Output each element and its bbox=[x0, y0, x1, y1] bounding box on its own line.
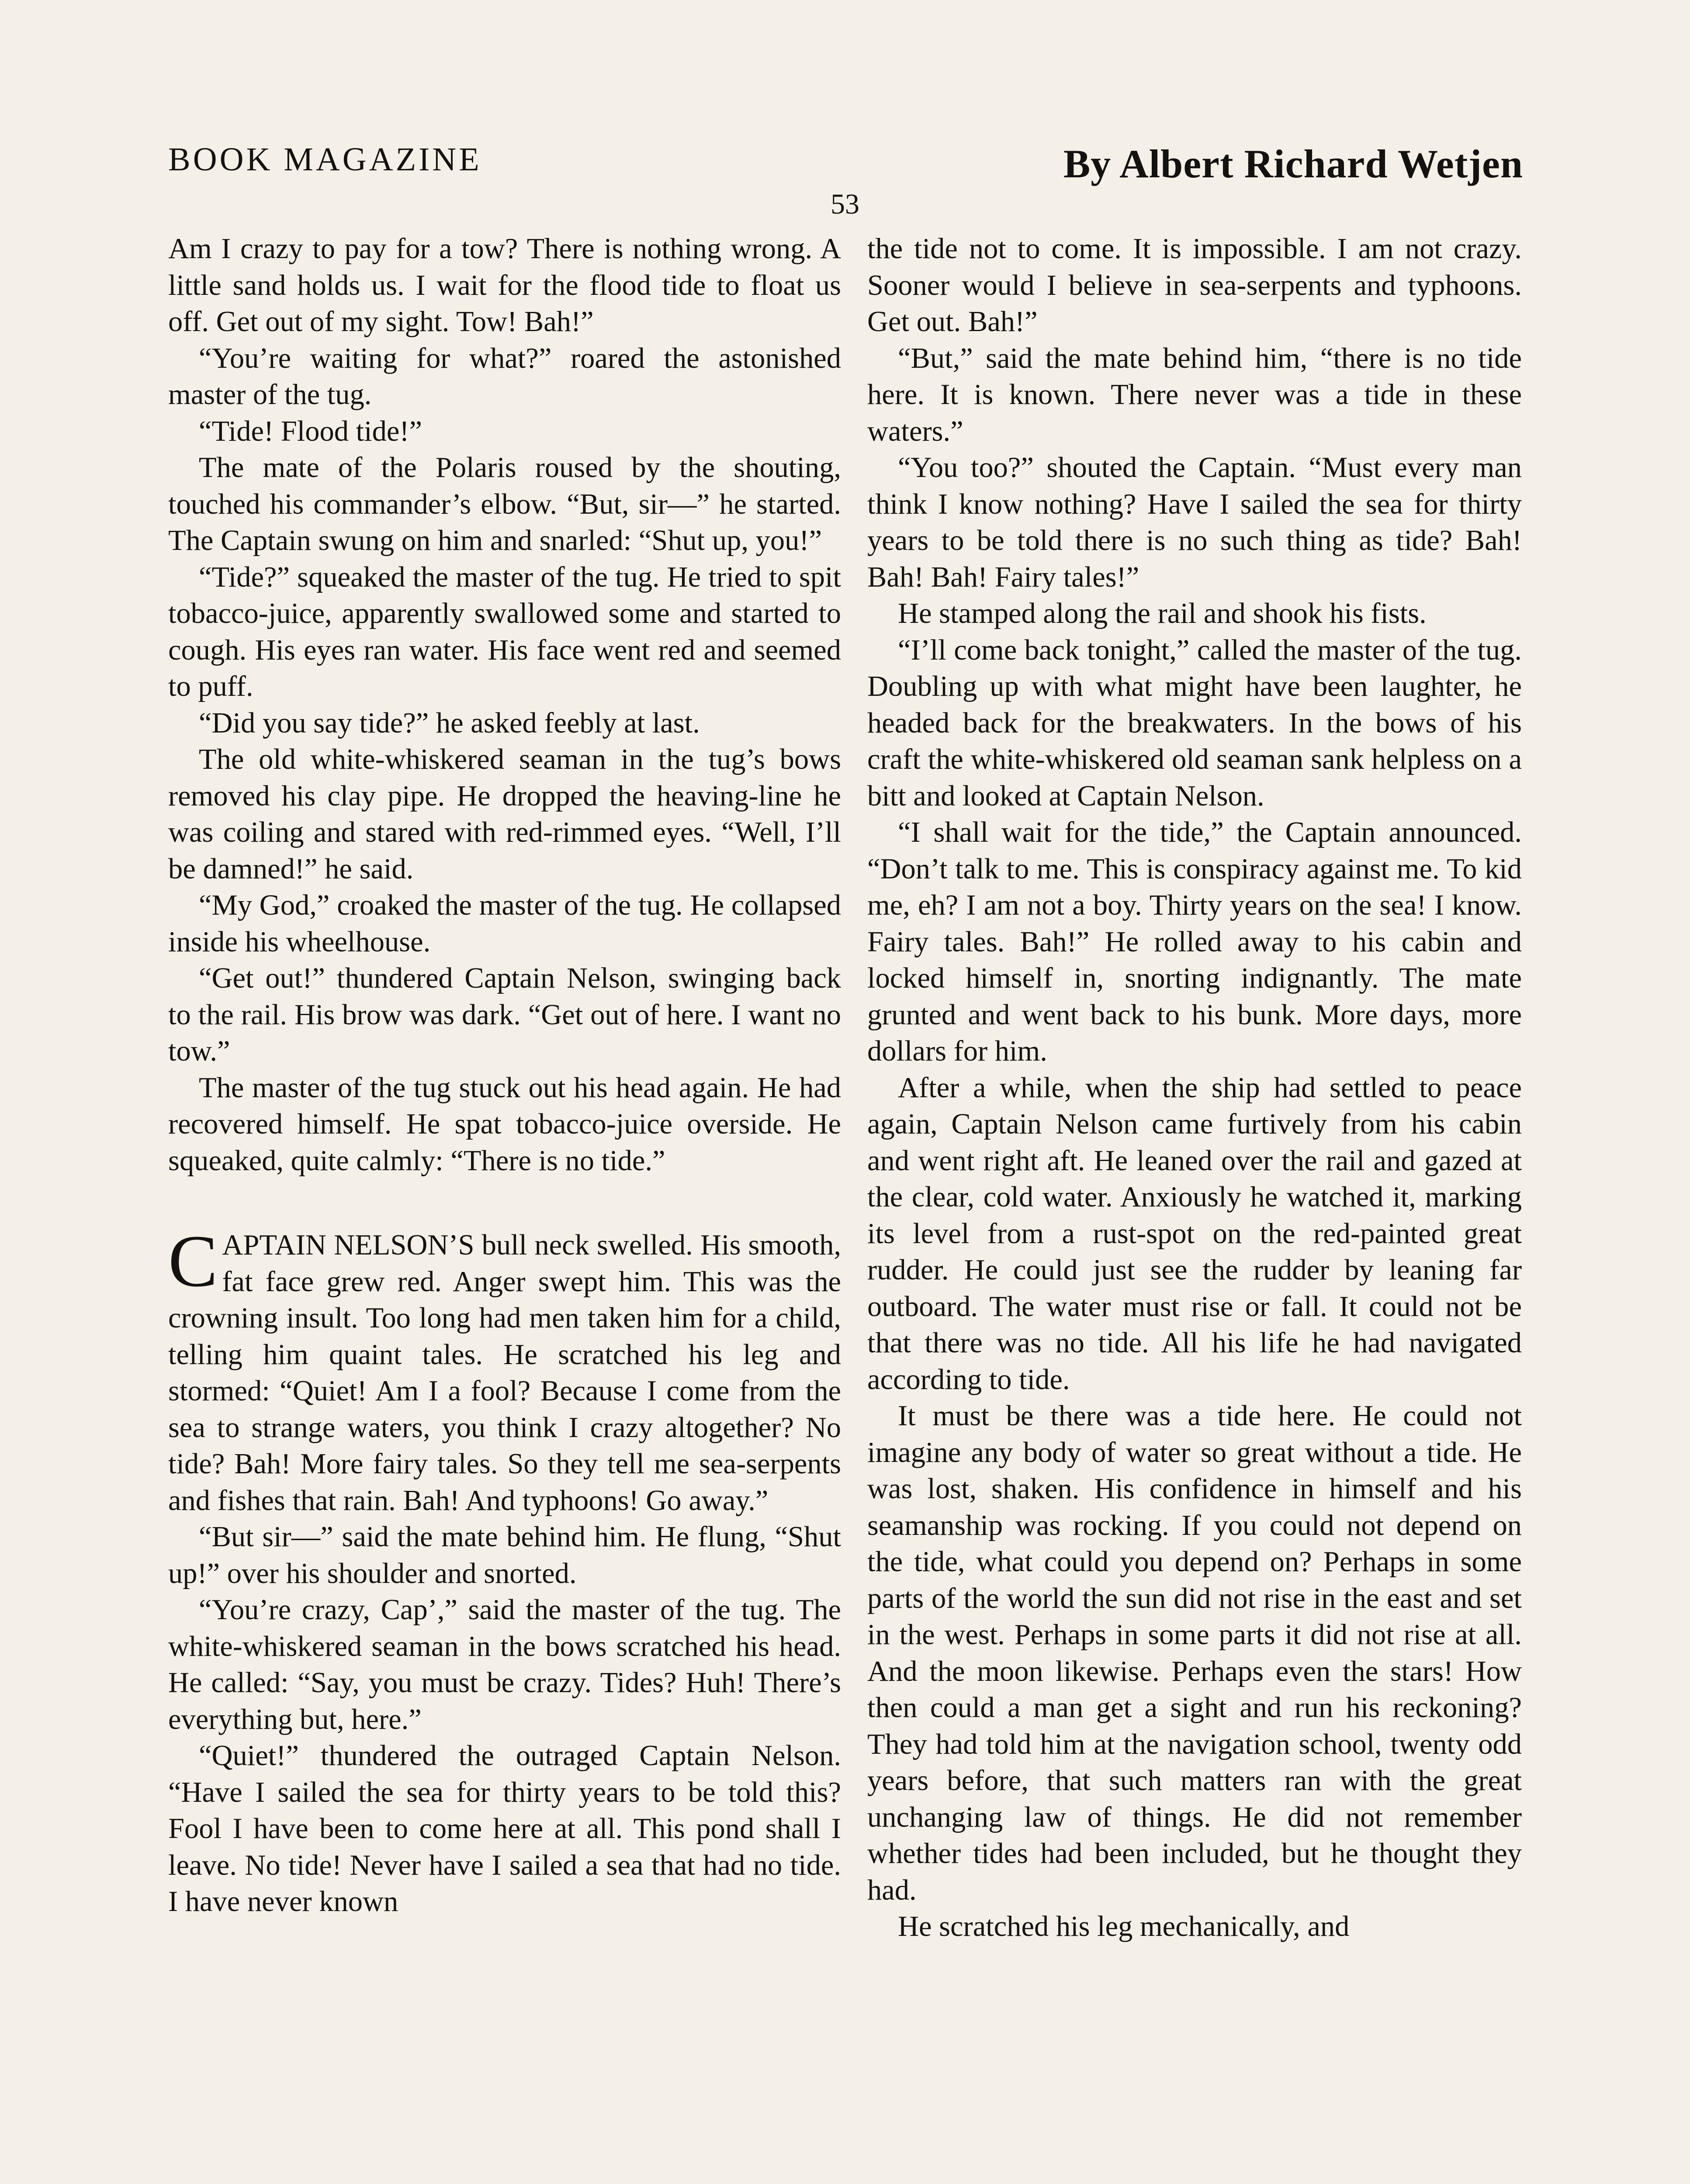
paragraph: After a while, when the ship had settled to peace again, Captain Nelson came furtively from his cabin and went right aft. He leaned over the rail and gazed at the clear, cold water. Anxiously he watched it, marking its level from a rust-spot on the red-painted great rudder. He could just see the rudder by leaning far outboard. The water must rise or fall. It could not be that there was no tide. All his life he had navigated according to tide. bbox=[867, 1071, 1522, 1396]
paragraph: “Get out!” thundered Captain Nelson, swinging back to the rail. His brow was dark. “Get out of here. I want no tow.” bbox=[168, 962, 841, 1067]
paragraph: “I’ll come back tonight,” called the master of the tug. Doubling up with what might have been laughter, he headed back for the breakwaters. In the bows of his craft the white-whiskered old seaman sank helpless on a bitt and looked at Captain Nelson. bbox=[867, 634, 1522, 812]
section-opening-text: APTAIN NELSON’S bull neck swelled. His smooth, fat face grew red. Anger swept him. This was the crowning insult. Too long had men taken him for a child, telling him quaint tales. He scratched his leg and stormed: “Quiet! Am I a fool? Because I come from the sea to strange waters, you think I crazy altogether? No tide? Bah! More fairy tales. So they tell me sea-serpents and fishes that rain. Bah! And typhoons! Go away.” bbox=[168, 1229, 841, 1517]
drop-cap: C bbox=[168, 1220, 218, 1302]
paragraph: The mate of the Polaris roused by the shouting, touched his commander’s elbow. “But, sir—” he started. The Captain swung on him and snarled: “Shut up, you!” bbox=[168, 452, 841, 556]
paragraph: “You too?” shouted the Captain. “Must every man think I know nothing? Have I sailed the sea for thirty years to be told there is no such thing as tide? Bah! Bah! Bah! Fairy tales!” bbox=[867, 452, 1522, 593]
paragraph: It must be there was a tide here. He could not imagine any body of water so great without a tide. He was lost, shaken. His confidence in himself and his seamanship was rocking. If you could not depend on the tide, what could you depend on? Perhaps in some parts of the world the sun did not rise in the east and set in the west. Perhaps in some parts it did not rise at all. And the moon likewise. Perhaps even the stars! How then could a man get a sight and run his reckoning? They had told him at the navigation school, twenty odd years before, that such matters ran with the great unchanging law of things. He did not remember whether tides had been included, but he thought they had. bbox=[867, 1400, 1522, 1906]
paragraph: “Did you say tide?” he asked feebly at last. bbox=[199, 707, 700, 739]
paragraph: “Tide?” squeaked the master of the tug. He tried to spit tobacco-juice, apparently swallowed some and started to cough. His eyes ran water. His face went red and seemed to puff. bbox=[168, 561, 841, 702]
paragraph: “My God,” croaked the master of the tug. He collapsed inside his wheelhouse. bbox=[168, 889, 841, 958]
paragraph: “But sir—” said the mate behind him. He flung, “Shut up!” over his shoulder and snorted. bbox=[168, 1521, 841, 1590]
paragraph: Am I crazy to pay for a tow? There is nothing wrong. A little sand holds us. I wait for the flood tide to float us off. Get out of my sight. Tow! Bah!” bbox=[168, 233, 841, 338]
paragraph: “You’re crazy, Cap’,” said the master of the tug. The white-whiskered seaman in the bows scratched his head. He called: “Say, you must be crazy. Tides? Huh! There’s everything but, here.” bbox=[168, 1594, 841, 1735]
paragraph: “But,” said the mate behind him, “there is no tide here. It is known. There never was a tide in these waters.” bbox=[867, 342, 1522, 447]
paragraph: “You’re waiting for what?” roared the astonished master of the tug. bbox=[168, 342, 841, 411]
paragraph: The master of the tug stuck out his head again. He had recovered himself. He spat tobacco-juice overside. He squeaked, quite calmly: “There is no tide.” bbox=[168, 1071, 841, 1177]
paragraph: The old white-whiskered seaman in the tug’s bows removed his clay pipe. He dropped the heaving-line he was coiling and stared with red-rimmed eyes. “Well, I’ll be damned!” he said. bbox=[168, 743, 841, 885]
paragraph: “Tide! Flood tide!” bbox=[199, 415, 422, 447]
paragraph: “Quiet!” thundered the outraged Captain Nelson. “Have I sailed the sea for thirty years to be told this? Fool I have been to come here at all. This pond shall I leave. No tide! Never have I sailed a sea that had no tide. I have never known bbox=[168, 1740, 841, 1918]
paragraph: the tide not to come. It is impossible. I am not crazy. Sooner would I believe in sea-serpents and typhoons. Get out. Bah!” bbox=[867, 233, 1522, 338]
right-column bbox=[867, 231, 1522, 1945]
section-opening-paragraph bbox=[168, 1220, 841, 1519]
paragraph: He stamped along the rail and shook his fists. bbox=[898, 598, 1427, 629]
paragraph: “I shall wait for the tide,” the Captain announced. “Don’t talk to me. This is conspiracy against me. To kid me, eh? I am not a boy. Thirty years on the sea! I know. Fairy tales. Bah!” He rolled away to his cabin and locked himself in, snorting indignantly. The mate grunted and went back to his bunk. More days, more dollars for him. bbox=[867, 816, 1522, 1067]
left-column bbox=[168, 231, 841, 1920]
author-byline: By Albert Richard Wetjen bbox=[1063, 142, 1523, 186]
paragraph: He scratched his leg mechanically, and bbox=[898, 1911, 1350, 1942]
magazine-title: BOOK MAGAZINE bbox=[168, 141, 482, 178]
page-number: 53 bbox=[831, 188, 859, 220]
